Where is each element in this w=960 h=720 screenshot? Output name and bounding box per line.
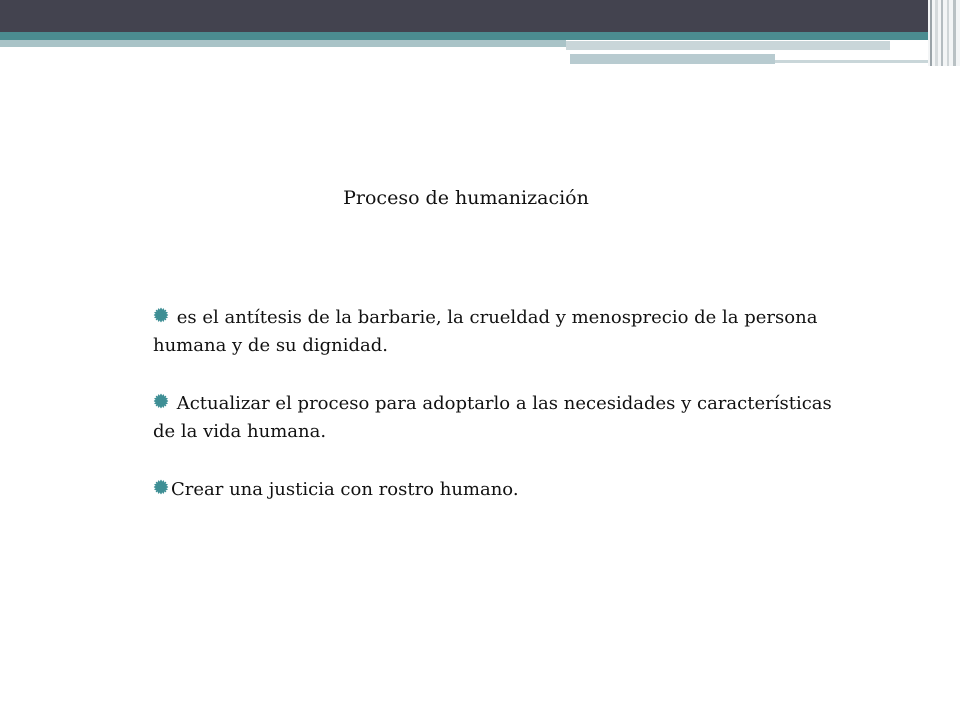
header-light-band [0, 40, 566, 47]
header-dark-bar [0, 0, 930, 32]
slide-title: Proceso de humanización [343, 187, 589, 209]
header-vertical-line [953, 0, 956, 66]
bullet-item [153, 304, 833, 360]
bullet-item [153, 390, 838, 446]
header-lower-band [570, 54, 775, 64]
bullet-text: Crear una justicia con rostro humano. [171, 479, 519, 500]
header-vertical-line [947, 0, 949, 66]
header-vertical-line [935, 0, 938, 66]
header-vertical-line [930, 0, 932, 66]
bullet-item [153, 476, 833, 504]
bullet-text: es el antítesis de la barbarie, la crueldad y menosprecio de la persona humana y de su dignidad. [153, 307, 824, 356]
bullet-text: Actualizar el proceso para adoptarlo a las necesidades y características de la vida humana. [153, 393, 838, 442]
header-teal-stripe [0, 32, 930, 40]
star-burst-bullet-icon [153, 393, 169, 409]
star-burst-bullet-icon [153, 307, 169, 323]
header-vertical-line [941, 0, 943, 66]
star-burst-bullet-icon [153, 479, 169, 495]
header-thin-line [775, 60, 935, 63]
bullet-list [153, 304, 838, 534]
header-grey-band [566, 41, 890, 50]
